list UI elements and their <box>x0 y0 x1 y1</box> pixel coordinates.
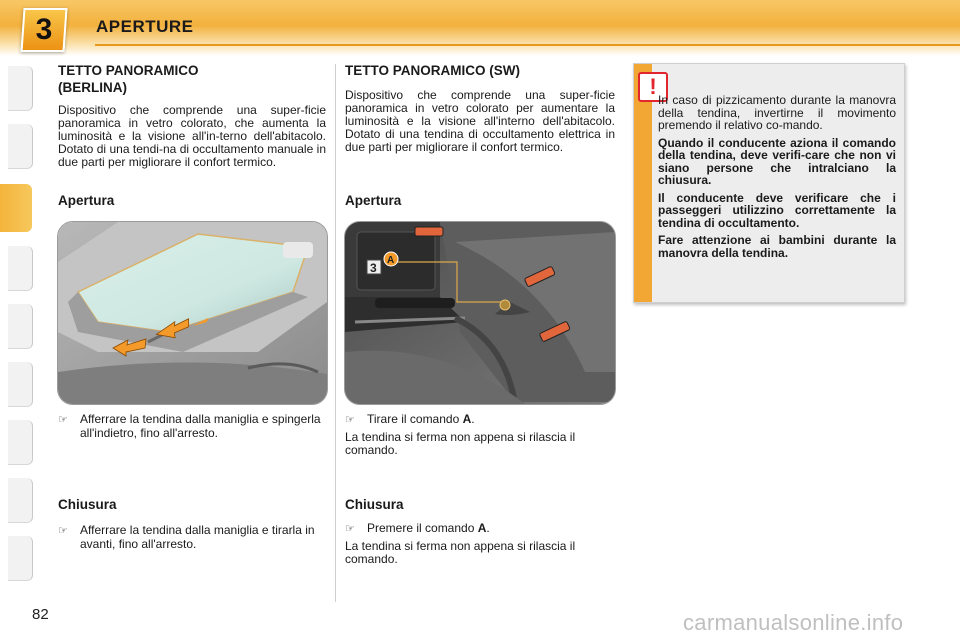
heading-line-1: TETTO PANORAMICO <box>58 63 199 78</box>
warning-paragraph-3: Il conducente deve verificare che i passeggeri utilizzino correttamente la tendina di occultamento. <box>658 190 896 230</box>
sunroof-sw-control-photo <box>344 221 616 405</box>
closing-instruction-sw <box>367 521 490 535</box>
chapter-tab-8[interactable] <box>8 478 33 523</box>
chapter-tab-2[interactable] <box>8 124 33 169</box>
column-divider <box>335 64 336 602</box>
header-rule <box>95 44 960 46</box>
opening-instruction-end: . <box>471 412 475 426</box>
chapter-number: 3 <box>35 13 53 46</box>
right-column <box>345 62 615 154</box>
opening-instruction-sw <box>367 412 475 426</box>
opening-heading-sw: Apertura <box>345 193 402 208</box>
left-column <box>58 62 326 169</box>
closing-bullet-berlina <box>58 523 326 551</box>
site-watermark: carmanualsonline.info <box>683 610 904 635</box>
chapter-tab-3-active[interactable] <box>0 184 32 232</box>
opening-heading-berlina: Apertura <box>58 193 115 208</box>
warning-paragraph-4: Fare attenzione ai bambini durante la manovra della tendina. <box>658 233 896 260</box>
control-3-label: 3 <box>370 261 377 275</box>
control-a-key: A <box>477 521 487 535</box>
closing-bullet-sw <box>345 521 615 536</box>
closing-instruction-berlina: Afferrare la tendina dalla maniglia e tirarla in avanti, fino all'arresto. <box>80 523 315 551</box>
opening-bullet-berlina <box>58 412 326 440</box>
closing-heading-berlina: Chiusura <box>58 497 117 512</box>
closing-heading-sw: Chiusura <box>345 497 404 512</box>
warning-text <box>658 94 896 264</box>
intro-paragraph-sw: Dispositivo che comprende una super-ficie panoramica in vetro colorato per aumentare la luminosità e la visione all'interno dell'abitacolo. Dotato di una tendina di occultamento elettrica in due parti per migliorare il confort termico. <box>345 88 615 154</box>
chapter-badge <box>20 8 67 52</box>
page-number: 82 <box>32 606 49 623</box>
closing-instruction-end: . <box>486 521 490 535</box>
section-heading-berlina <box>58 62 326 96</box>
warning-paragraph-1: In caso di pizzicamento durante la manovra della tendina, invertirne il movimento premendo il relativo co-mando. <box>658 93 896 132</box>
opening-bullet-sw <box>345 412 615 427</box>
chapter-tab-7[interactable] <box>8 420 33 465</box>
opening-instruction-text: Tirare il comando <box>367 412 463 426</box>
sunroof-berlina-photo <box>57 221 328 405</box>
chapter-tab-1[interactable] <box>8 66 33 111</box>
pointing-hand-icon: ☞ <box>345 523 355 535</box>
closing-note-sw: La tendina si ferma non appena si rilascia il comando. <box>345 539 576 566</box>
opening-note-sw: La tendina si ferma non appena si rilascia il comando. <box>345 430 576 457</box>
warning-box <box>633 63 905 303</box>
control-a-key: A <box>462 412 472 426</box>
pointing-hand-icon: ☞ <box>58 525 68 537</box>
section-heading-sw: TETTO PANORAMICO (SW) <box>345 63 520 78</box>
control-a-label: A <box>387 255 395 266</box>
warning-exclamation-icon: ! <box>638 72 668 102</box>
heading-line-2: (BERLINA) <box>58 80 127 95</box>
intro-paragraph-berlina: Dispositivo che comprende una super-ficie panoramica in vetro colorato, che aumenta la luminosità e la visione all'in-terno dell'abitacolo. Dotato di una tendi-na di occultamento manuale in due parti per migliorare il confort termico. <box>58 103 326 169</box>
chapter-tab-4[interactable] <box>8 246 33 291</box>
chapter-tab-6[interactable] <box>8 362 33 407</box>
closing-instruction-text: Premere il comando <box>367 521 478 535</box>
pointing-hand-icon: ☞ <box>345 414 355 426</box>
chapter-tab-5[interactable] <box>8 304 33 349</box>
pointing-hand-icon: ☞ <box>58 414 68 426</box>
chapter-title: APERTURE <box>96 17 194 36</box>
chapter-tabs <box>0 66 34 576</box>
opening-instruction-berlina: Afferrare la tendina dalla maniglia e spingerla all'indietro, fino all'arresto. <box>80 412 321 440</box>
chapter-tab-9[interactable] <box>8 536 33 581</box>
warning-paragraph-2: Quando il conducente aziona il comando della tendina, deve verifi-care che non vi siano persone che intralciano la chiusura. <box>658 135 896 187</box>
